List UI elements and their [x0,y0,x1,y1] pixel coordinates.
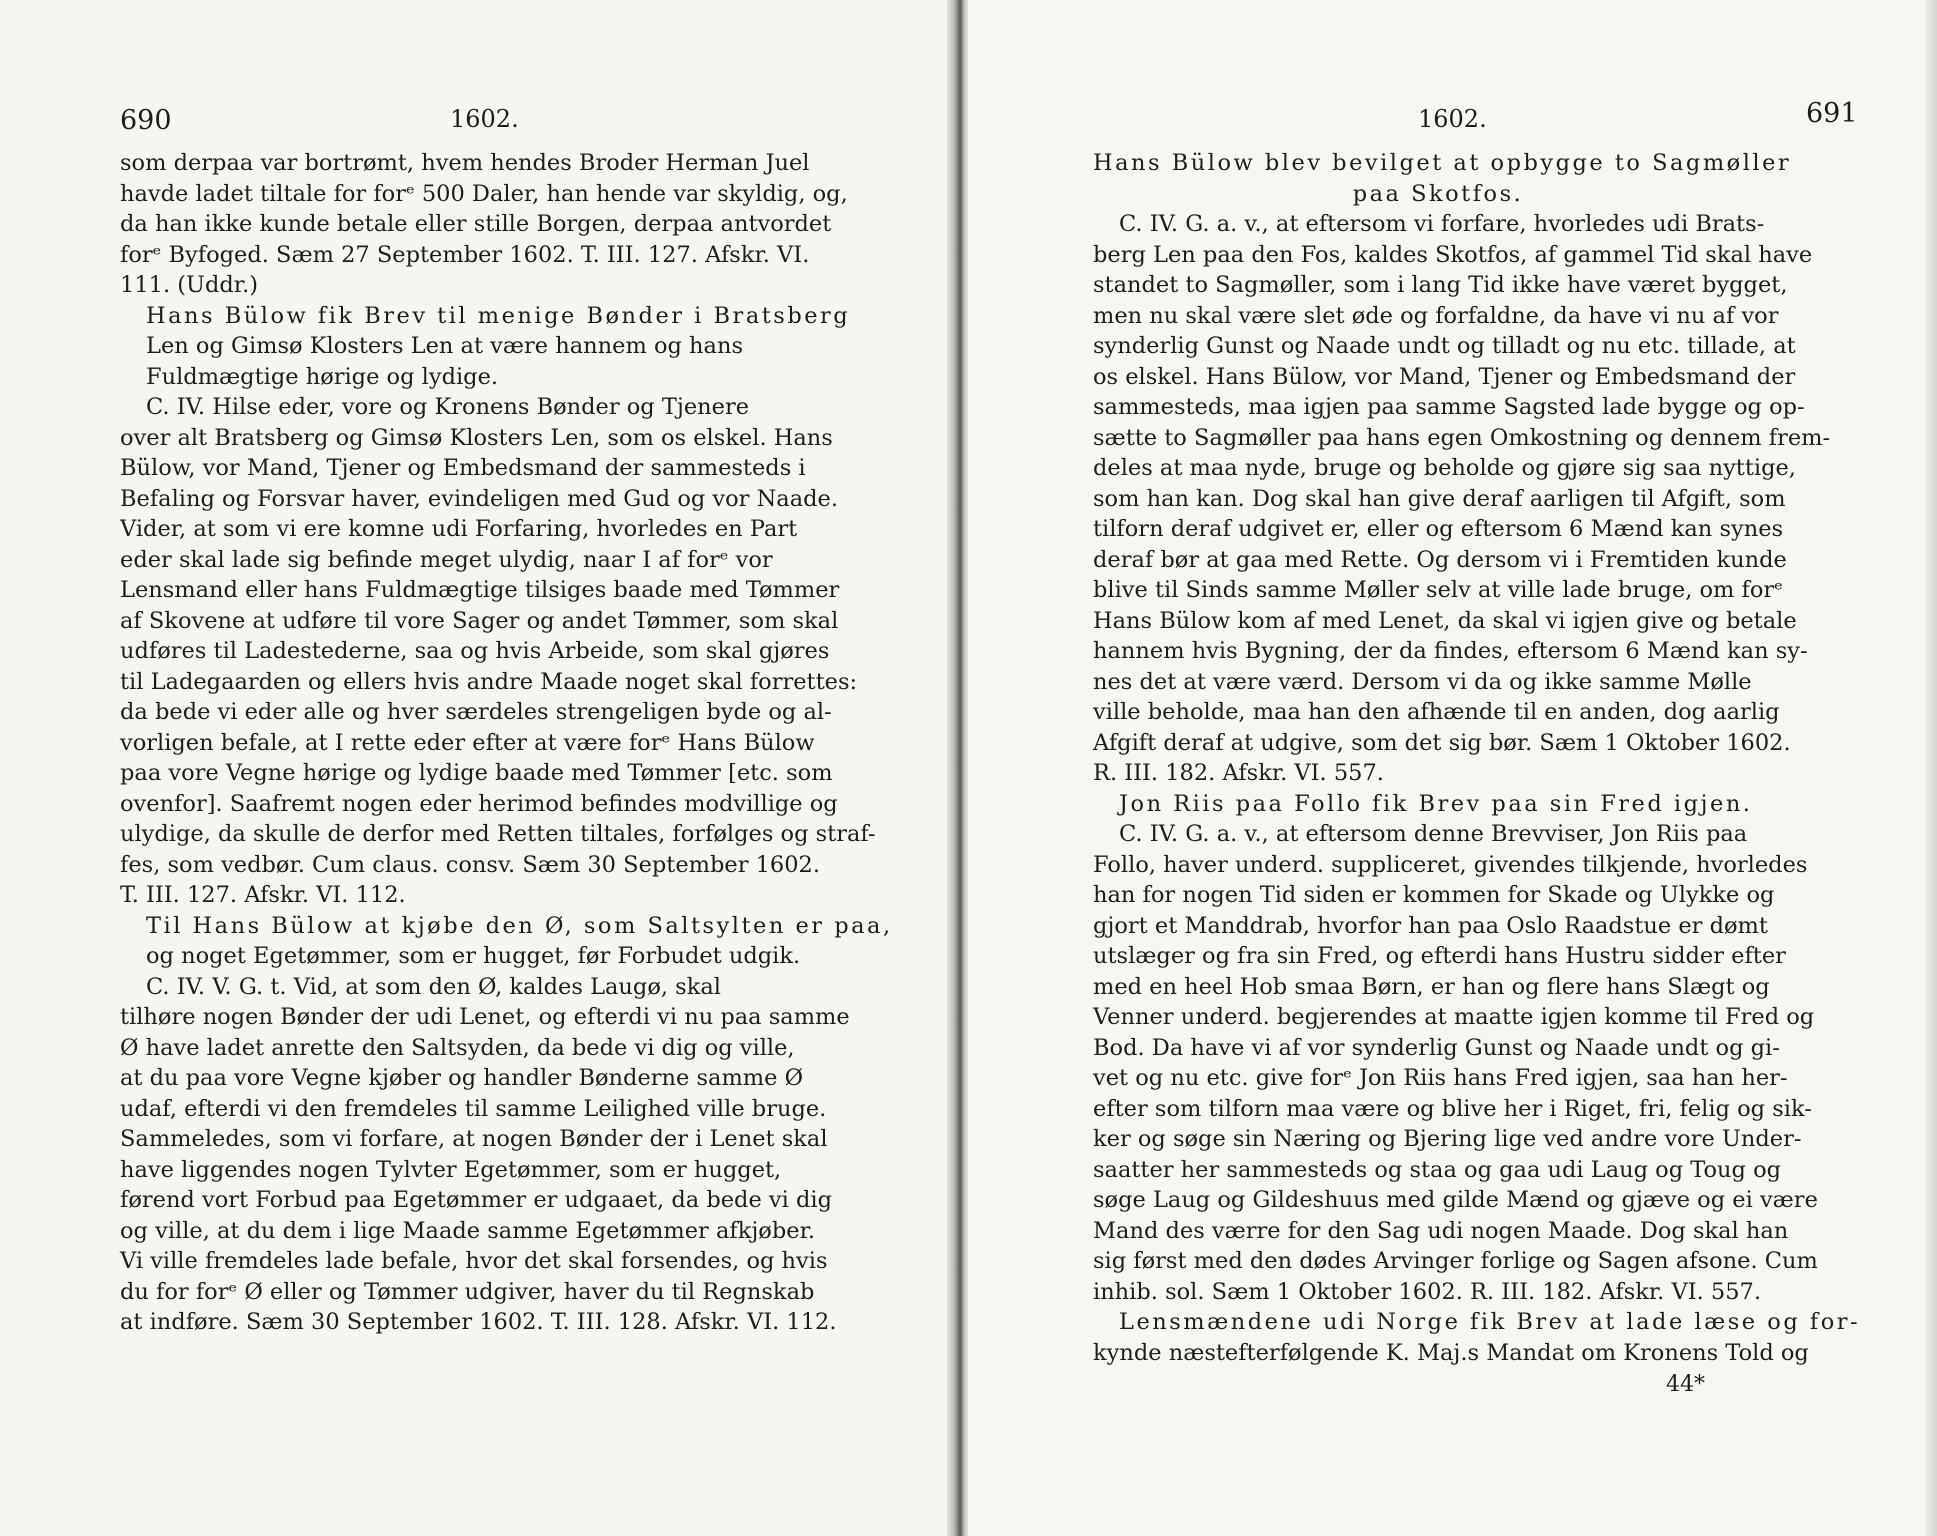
text-line: sammesteds, maa igjen paa samme Sagsted lade bygge og op- [1093,394,1805,420]
text-line: saatter her sammesteds og staa og gaa udi Laug og Toug og [1093,1156,1782,1183]
text-line: ovenfor]. Saafremt nogen eder herimod befindes modvillige og [120,790,838,817]
text-line: havde ladet tiltale for forᵉ 500 Daler, han hende var skyldig, og, [120,180,848,207]
text-line: 111. (Uddr.) [120,272,259,298]
text-line: R. III. 182. Afskr. VI. 557. [1093,760,1384,786]
text-line: og noget Egetømmer, som er hugget, før Forbudet udgik. [146,943,801,969]
text-line: berg Len paa den Fos, kaldes Skotfos, af gammel Tid skal have [1093,241,1813,268]
page-right-edge [1925,0,1937,1536]
text-line: Afgift deraf at udgive, som det sig bør. Sæm 1 Oktober 1602. [1093,729,1791,756]
text-line: Ø have ladet anrette den Saltsyden, da bede vi dig og ville, [120,1034,795,1061]
text-line: deles at maa nyde, bruge og beholde og gjøre sig saa nyttige, [1093,455,1796,481]
text-line: Til Hans Bülow at kjøbe den Ø, som Saltsylten er paa, [146,912,893,939]
text-line: Lensmændene udi Norge fik Brev at lade læse og for- [1119,1309,1861,1335]
text-line: til Ladegaarden og ellers hvis andre Maade noget skal forrettes: [120,668,858,695]
text-line: Hans Bülow fik Brev til menige Bønder i Bratsberg [146,302,851,329]
text-line: Bod. Da have vi af vor synderlig Gunst og Naade undt og gi- [1093,1034,1780,1061]
text-line: hannem hvis Bygning, der da findes, eftersom 6 Mænd kan sy- [1093,638,1808,664]
text-line: tilhøre nogen Bønder der udi Lenet, og efterdi vi nu paa samme [120,1004,850,1030]
left-page-number: 690 [120,105,172,136]
right-running-head: 1602. [1418,105,1487,133]
text-line: standet to Sagmøller, som i lang Tid ikke have været bygget, [1093,272,1788,298]
text-line: C. IV. V. G. t. Vid, at som den Ø, kaldes Laugø, skal [146,973,721,1000]
text-line: søge Laug og Gildeshuus med gilde Mænd og gjæve og ei være [1093,1187,1818,1213]
text-line: eder skal lade sig befinde meget ulydig, naar I af forᵉ vor [120,546,773,573]
text-line: du for forᵉ Ø eller og Tømmer udgiver, haver du til Regnskab [120,1278,815,1305]
text-line: C. IV. G. a. v., at eftersom denne Brevviser, Jon Riis paa [1119,821,1748,847]
text-line: efter som tilforn maa være og blive her i Riget, fri, felig og sik- [1093,1095,1812,1122]
text-line: fes, som vedbør. Cum claus. consv. Sæm 30 September 1602. [120,851,821,878]
text-line: over alt Bratsberg og Gimsø Klosters Len, som os elskel. Hans [120,424,833,451]
signature-mark: 44* [1666,1372,1705,1397]
text-line: nes det at være værd. Dersom vi da og ikke samme Mølle [1093,668,1752,695]
text-line: som derpaa var bortrømt, hvem hendes Broder Herman Juel [120,150,810,176]
text-line: blive til Sinds samme Møller selv at ville lade bruge, om forᵉ [1093,577,1783,603]
text-line: ville beholde, maa han den afhænde til en anden, dog aarlig [1093,699,1780,725]
text-line: deraf bør at gaa med Rette. Og dersom vi i Fremtiden kunde [1093,546,1787,573]
text-line: da han ikke kunde betale eller stille Borgen, derpaa antvordet [120,211,832,237]
left-page [0,0,955,1536]
text-line: førend vort Forbud paa Egetømmer er udgaaet, da bede vi dig [120,1187,832,1213]
text-line: Fuldmægtige hørige og lydige. [146,363,499,390]
right-page-number: 691 [1806,98,1858,129]
text-line: udføres til Ladestederne, saa og hvis Arbeide, som skal gjøres [120,638,830,664]
right-page-text [1093,148,1861,1368]
text-line: Hans Bülow blev bevilget at opbygge to Sagmøller [1093,150,1792,176]
text-line: have liggendes nogen Tylvter Egetømmer, som er hugget, [120,1156,782,1183]
text-line: inhib. sol. Sæm 1 Oktober 1602. R. III. 182. Afskr. VI. 557. [1093,1278,1762,1305]
left-page-text [120,148,893,1338]
text-line: Venner underd. begjerendes at maatte igjen komme til Fred og [1093,1004,1815,1030]
text-line: med en heel Hob smaa Børn, er han og flere hans Slægt og [1093,973,1770,1000]
text-line: synderlig Gunst og Naade undt og tilladt og nu etc. tillade, at [1093,333,1796,359]
text-line: Vi ville fremdeles lade befale, hvor det skal forsendes, og hvis [120,1248,828,1274]
text-line: Len og Gimsø Klosters Len at være hannem og hans [146,333,743,359]
text-line: da bede vi eder alle og hver særdeles strengeligen byde og al- [120,699,832,725]
text-line: ulydige, da skulle de derfor med Retten tiltales, forfølges og straf- [120,821,876,847]
text-line: Lensmand eller hans Fuldmægtige tilsiges baade med Tømmer [120,577,840,603]
text-line: men nu skal være slet øde og forfaldne, da have vi nu af vor [1093,302,1779,329]
text-line: at indføre. Sæm 30 September 1602. T. III. 128. Afskr. VI. 112. [120,1309,837,1335]
text-line: C. IV. Hilse eder, vore og Kronens Bønder og Tjenere [146,394,750,420]
text-line: han for nogen Tid siden er kommen for Skade og Ulykke og [1093,882,1775,908]
text-line: T. III. 127. Afskr. VI. 112. [120,882,406,908]
text-line: sætte to Sagmøller paa hans egen Omkostning og dennem frem- [1093,424,1831,451]
text-line: at du paa vore Vegne kjøber og handler Bønderne samme Ø [120,1065,804,1091]
text-line: Sammeledes, som vi forfare, at nogen Bønder der i Lenet skal [120,1126,828,1152]
text-line: vet og nu etc. give forᵉ Jon Riis hans Fred igjen, saa han her- [1093,1065,1788,1091]
text-line: som han kan. Dog skal han give deraf aarligen til Afgift, som [1093,485,1786,512]
text-line: C. IV. G. a. v., at eftersom vi forfare, hvorledes udi Brats- [1119,211,1765,237]
text-line: forᵉ Byfoged. Sæm 27 September 1602. T. III. 127. Afskr. VI. [120,241,810,268]
text-line: Befaling og Forsvar haver, evindeligen med Gud og vor Naade. [120,485,838,512]
text-line: udaf, efterdi vi den fremdeles til samme Leilighed ville bruge. [120,1095,827,1122]
text-line: Follo, haver underd. suppliceret, givendes tilkjende, hvorledes [1093,851,1808,878]
text-line: Mand des værre for den Sag udi nogen Maade. Dog skal han [1093,1217,1789,1244]
text-line: Vider, at som vi ere komne udi Forfaring, hvorledes en Part [120,516,798,542]
text-line: af Skovene at udføre til vore Sager og andet Tømmer, som skal [120,607,839,634]
left-running-head: 1602. [450,105,519,133]
text-line: gjort et Manddrab, hvorfor han paa Oslo Raadstue er dømt [1093,912,1768,939]
text-line: vorligen befale, at I rette eder efter at være forᵉ Hans Bülow [120,729,815,756]
text-line: kynde næstefterfølgende K. Maj.s Mandat om Kronens Told og [1093,1339,1809,1366]
text-line: Jon Riis paa Follo fik Brev paa sin Fred igjen. [1119,790,1753,817]
text-line: Hans Bülow kom af med Lenet, da skal vi igjen give og betale [1093,607,1797,634]
text-line: ker og søge sin Næring og Bjering lige ved andre vore Under- [1093,1126,1802,1152]
text-line: paa vore Vegne hørige og lydige baade med Tømmer [etc. som [120,760,833,786]
text-line: og ville, at du dem i lige Maade samme Egetømmer afkjøber. [120,1217,816,1244]
text-line: Bülow, vor Mand, Tjener og Embedsmand der sammesteds i [120,455,806,481]
text-line: tilforn deraf udgivet er, eller og eftersom 6 Mænd kan synes [1093,516,1784,542]
right-page [968,0,1937,1536]
text-line: paa Skotfos. [1352,180,1524,207]
text-line: utslæger og fra sin Fred, og efterdi hans Hustru sidder efter [1093,943,1786,969]
text-line: os elskel. Hans Bülow, vor Mand, Tjener og Embedsmand der [1093,363,1796,390]
text-line: sig først med den dødes Arvinger forlige og Sagen afsone. Cum [1093,1248,1818,1274]
